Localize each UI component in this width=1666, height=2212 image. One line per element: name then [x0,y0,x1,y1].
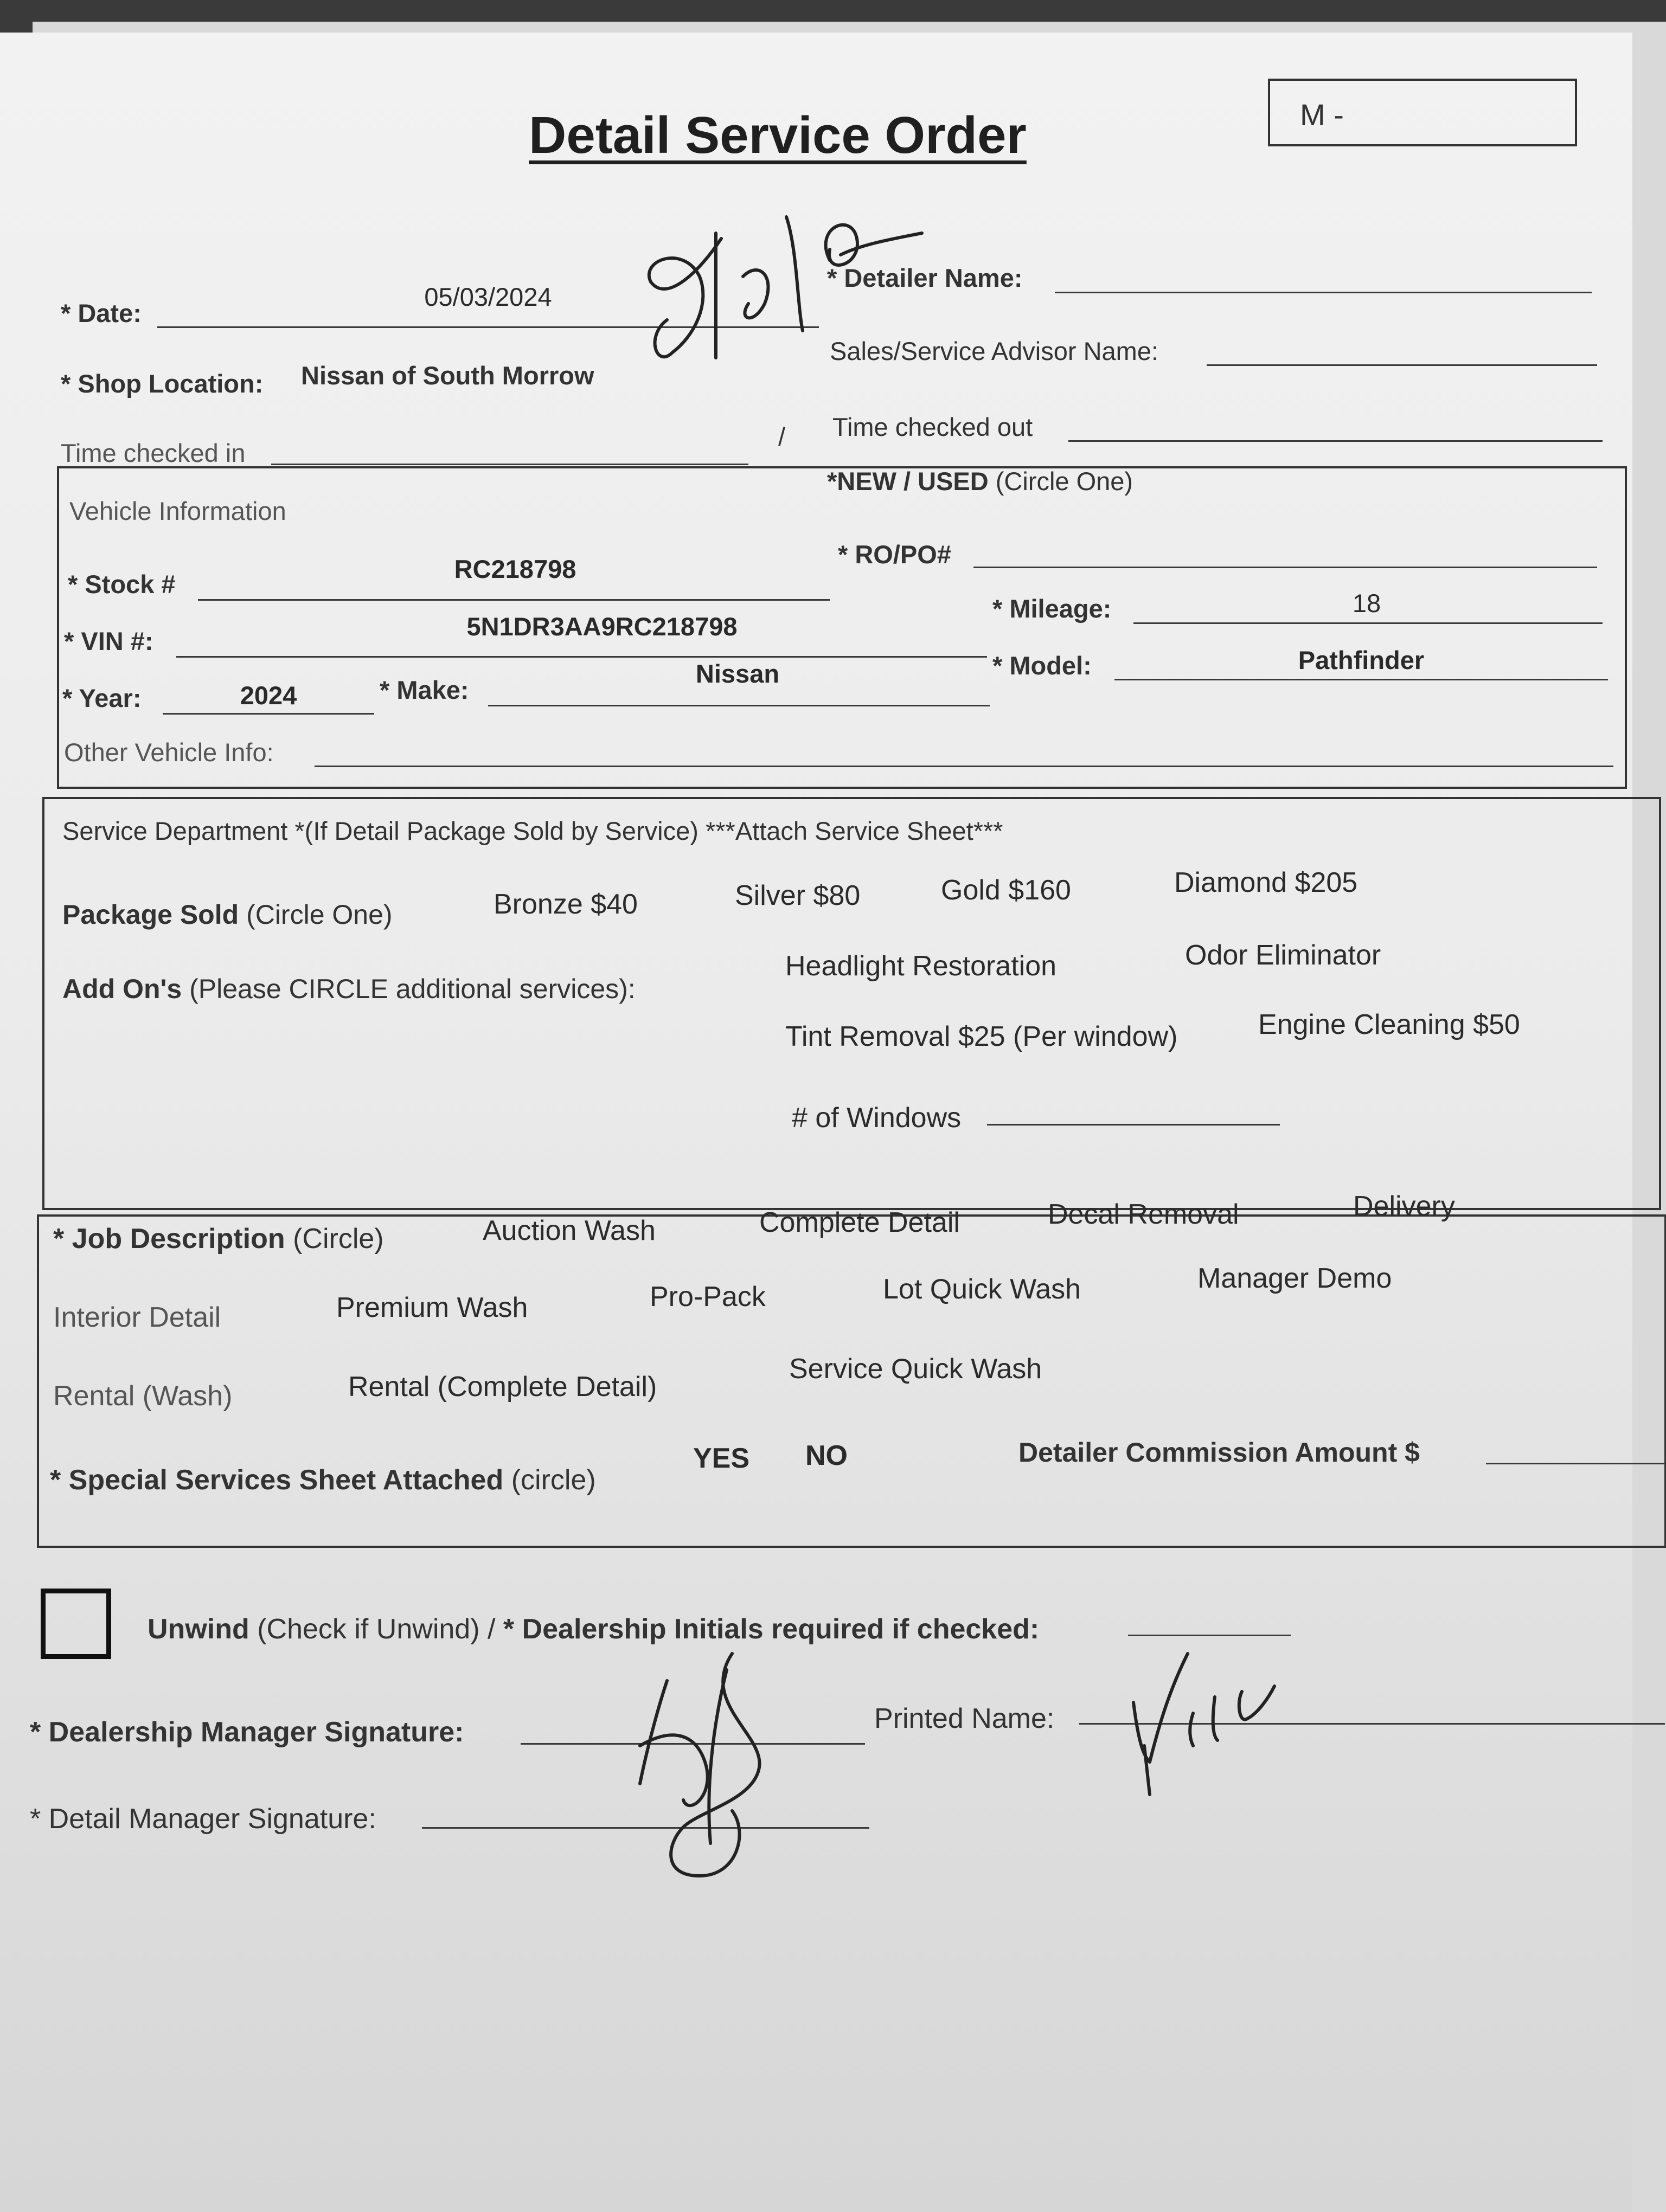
printed-name-handwriting [1112,1637,1307,1800]
detail-service-order-sheet [0,33,1632,2212]
advisor-line[interactable] [1207,364,1597,366]
new-used-selector[interactable] [827,466,1133,496]
vin-line [176,656,987,658]
job-rental-complete-detail[interactable]: Rental (Complete Detail) [348,1371,657,1403]
model-label: * Model: [992,651,1092,680]
unwind-checkbox[interactable] [41,1589,111,1659]
time-in-line[interactable] [271,464,748,465]
package-sold-label [62,899,393,930]
order-number-box[interactable] [1268,79,1577,146]
special-services-bold: * Special Services Sheet Attached [50,1464,504,1496]
package-sold-hint: (Circle One) [246,899,393,930]
unwind-label [148,1613,1039,1645]
addon-odor-eliminator[interactable]: Odor Eliminator [1185,940,1381,971]
dealership-manager-signature-label: * Dealership Manager Signature: [30,1716,464,1748]
service-section-label: Service Department *(If Detail Package Sold by Service) ***Attach Service Sheet*** [62,816,1003,845]
mileage-line [1133,622,1603,624]
stock-line [198,599,830,601]
mileage-label: * Mileage: [992,594,1112,623]
vin-value[interactable]: 5N1DR3AA9RC218798 [466,612,738,641]
ro-po-label: * RO/PO# [838,540,951,569]
detailer-handwritten-signature [635,195,927,412]
vin-label: * VIN #: [64,627,153,655]
addon-headlight-restoration[interactable]: Headlight Restoration [785,950,1057,982]
ro-po-line[interactable] [973,567,1597,568]
detailer-name-label: * Detailer Name: [827,263,1023,292]
addons-hint: (Please CIRCLE additional services): [189,974,636,1004]
make-value[interactable]: Nissan [695,659,780,688]
other-vehicle-info-label: Other Vehicle Info: [64,738,274,767]
job-description-hint: (Circle) [293,1223,384,1255]
time-out-line[interactable] [1068,440,1603,442]
year-line [163,713,374,715]
new-used-hint: (Circle One) [995,467,1133,496]
unwind-bold: Unwind [148,1613,249,1645]
commission-label: Detailer Commission Amount $ [1018,1437,1420,1468]
package-bronze[interactable]: Bronze $40 [494,889,638,920]
special-services-no[interactable]: NO [805,1440,848,1471]
stock-value[interactable]: RC218798 [454,555,576,583]
time-in-label: Time checked in [61,439,246,467]
date-label: * Date: [61,299,142,327]
addon-engine-cleaning[interactable]: Engine Cleaning $50 [1258,1009,1520,1040]
model-value[interactable]: Pathfinder [1298,646,1425,674]
addons-label [62,973,636,1005]
dealership-manager-handwritten-signature [624,1637,797,1898]
job-manager-demo[interactable]: Manager Demo [1197,1263,1392,1294]
job-service-quick-wash[interactable]: Service Quick Wash [789,1353,1042,1385]
new-used-options: *NEW / USED [827,467,989,496]
package-sold-bold: Package Sold [62,899,239,930]
job-premium-wash[interactable]: Premium Wash [336,1292,528,1323]
package-diamond[interactable]: Diamond $205 [1174,867,1358,898]
job-delivery[interactable]: Delivery [1353,1191,1455,1222]
shop-location-label: * Shop Location: [61,369,264,398]
job-pro-pack[interactable]: Pro-Pack [650,1281,766,1313]
detail-manager-signature-label: * Detail Manager Signature: [30,1803,376,1835]
make-label: * Make: [380,676,469,704]
job-description-label [53,1223,384,1255]
job-description-bold: * Job Description [53,1223,285,1255]
package-gold[interactable]: Gold $160 [941,874,1071,906]
package-silver[interactable]: Silver $80 [735,880,861,911]
year-value[interactable]: 2024 [240,681,297,710]
addons-bold: Add On's [62,974,182,1004]
commission-line[interactable] [1486,1463,1665,1464]
stock-label: * Stock # [68,570,176,599]
unwind-hint: (Check if Unwind) / [257,1613,496,1645]
model-line [1114,679,1608,680]
make-line [488,705,990,706]
year-label: * Year: [62,684,142,712]
addon-tint-removal[interactable]: Tint Removal $25 (Per window) [785,1021,1178,1052]
mileage-value[interactable]: 18 [1352,589,1381,618]
special-services-yes[interactable]: YES [693,1443,750,1474]
date-value[interactable]: 05/03/2024 [424,282,552,311]
job-lot-quick-wash[interactable]: Lot Quick Wash [883,1274,1081,1305]
vehicle-section-label: Vehicle Information [69,497,286,525]
initials-label: * Dealership Initials required if checked: [503,1613,1040,1645]
windows-count-line[interactable] [987,1124,1280,1126]
time-separator: / [778,422,786,451]
form-title: Detail Service Order [529,106,1027,164]
special-services-hint: (circle) [511,1464,596,1496]
detailer-name-line[interactable] [1055,292,1592,293]
job-decal-removal[interactable]: Decal Removal [1048,1199,1239,1230]
job-interior-detail[interactable]: Interior Detail [53,1302,221,1333]
vehicle-information-box [57,466,1627,789]
special-services-label [50,1464,596,1496]
shop-location-value[interactable]: Nissan of South Morrow [301,361,594,390]
job-rental-wash[interactable]: Rental (Wash) [53,1380,233,1412]
windows-count-label: # of Windows [792,1102,962,1134]
job-auction-wash[interactable]: Auction Wash [483,1215,656,1246]
initials-line[interactable] [1128,1635,1291,1636]
order-number-prefix: M - [1300,98,1344,132]
advisor-label: Sales/Service Advisor Name: [830,337,1159,365]
time-out-label: Time checked out [832,413,1033,441]
printed-name-label: Printed Name: [874,1703,1055,1734]
other-vehicle-info-line[interactable] [315,766,1613,767]
job-complete-detail[interactable]: Complete Detail [759,1207,960,1238]
